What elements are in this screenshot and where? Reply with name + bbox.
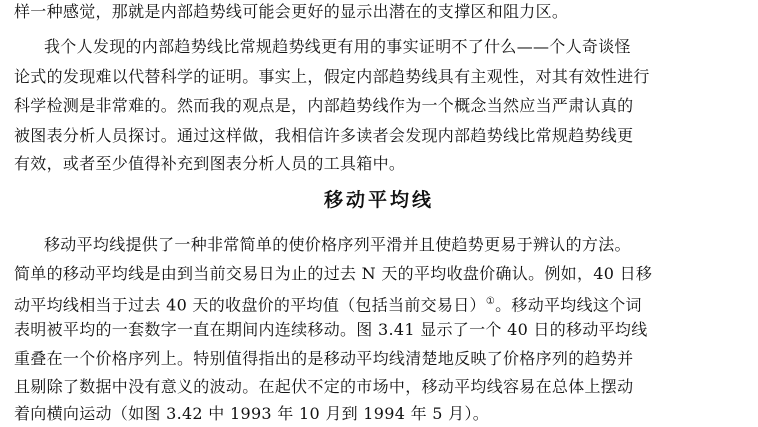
footnote-marker[interactable]: ①: [485, 296, 496, 307]
paragraph-3-line-5: 重叠在一个价格序列上。特别值得指出的是移动平均线清楚地反映了价格序列的趋势并: [14, 349, 634, 368]
paragraph-2-line-1: 我个人发现的内部趋势线比常规趋势线更有用的事实证明不了什么——个人奇谈怪: [44, 37, 631, 56]
paragraph-2-line-5: 有效，或者至少值得补充到图表分析人员的工具箱中。: [14, 154, 406, 173]
paragraph-3-line-3-text: 动平均线相当于过去 40 天的收盘价的平均值（包括当前交易日）: [14, 295, 486, 315]
paragraph-3-line-2: 简单的移动平均线是由到当前交易日为止的过去 N 天的平均收盘价确认。例如，40 日移: [14, 264, 653, 283]
paragraph-2-line-2: 论式的发现难以代替科学的证明。事实上，假定内部趋势线具有主观性，对其有效性进行: [14, 67, 650, 86]
paragraph-3-line-7: 着向横向运动（如图 3.42 中 1993 年 10 月到 1994 年 5 月）。: [14, 404, 490, 423]
paragraph-3-line-6: 且剔除了数据中没有意义的波动。在起伏不定的市场中，移动平均线容易在总体上摆动: [14, 377, 634, 396]
paragraph-3-line-1: 移动平均线提供了一种非常简单的使价格序列平滑并且使趋势更易于辨认的方法。: [44, 235, 631, 254]
paragraph-2-line-4: 被图表分析人员探讨。通过这样做，我相信许多读者会发现内部趋势线比常规趋势线更: [14, 126, 634, 145]
paragraph-3-line-3-tail: 。移动平均线这个词: [495, 295, 642, 315]
paragraph-1-line-1: 样一种感觉，那就是内部趋势线可能会更好的显示出潜在的支撑区和阻力区。: [14, 2, 569, 21]
paragraph-3-line-3: [14, 291, 746, 316]
section-heading: 移动平均线: [323, 189, 434, 211]
paragraph-2-line-3: 科学检测是非常难的。然而我的观点是，内部趋势线作为一个概念当然应当严肃认真的: [14, 96, 634, 115]
paragraph-3-line-4: 表明被平均的一套数字一直在期间内连续移动。图 3.41 显示了一个 40 日的移动平均线: [14, 320, 648, 339]
